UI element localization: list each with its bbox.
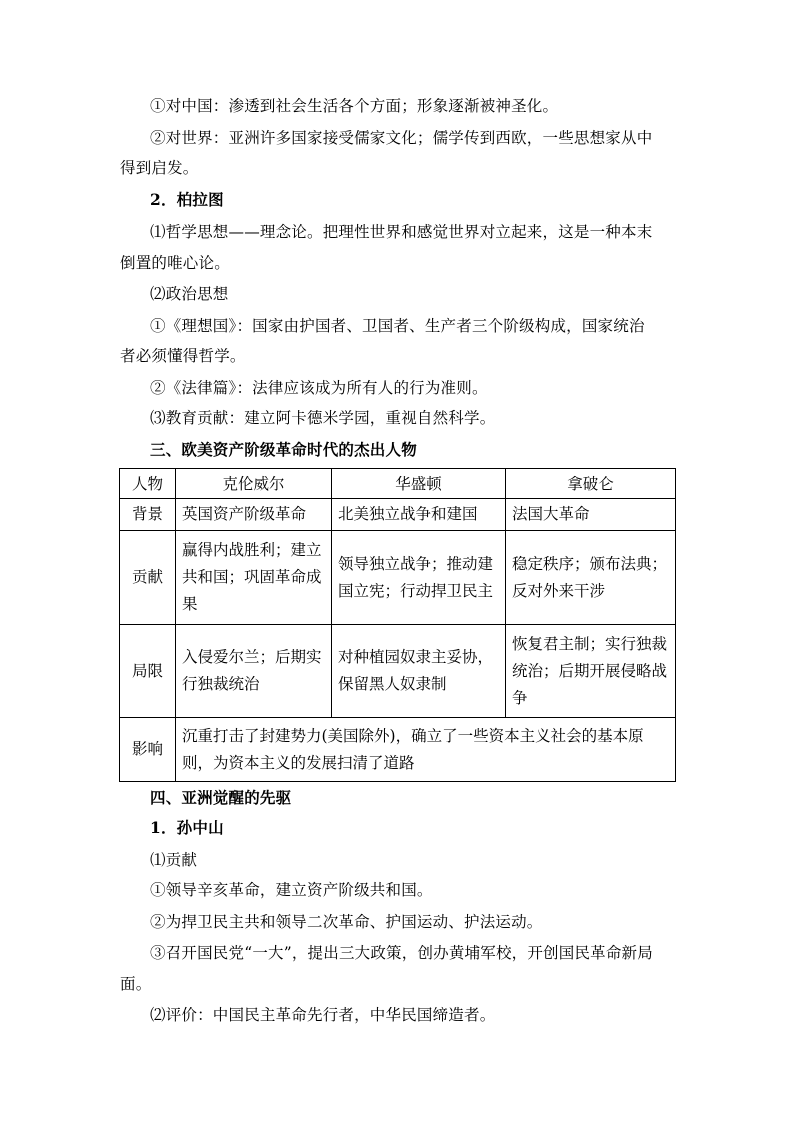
table-cell: 入侵爱尔兰；后期实行独裁统治 bbox=[176, 625, 332, 718]
row-label-influence: 影响 bbox=[120, 718, 176, 782]
paragraph-kmt-congress: ③召开国民党“一大”，提出三大政策，创办黄埔军校，开创国民革命新局 bbox=[150, 944, 653, 962]
table-row-influence bbox=[120, 718, 676, 782]
table-cell: 对种植园奴隶主妥协，保留黑人奴隶制 bbox=[332, 625, 506, 718]
paragraph-laws: ②《法律篇》：法律应该成为所有人的行为准则。 bbox=[150, 379, 488, 397]
table-row-limitation bbox=[120, 625, 676, 718]
table-cell: 赢得内战胜利；建立共和国；巩固革命成果 bbox=[176, 531, 332, 625]
row-label-limitation: 局限 bbox=[120, 625, 176, 718]
table-cell: 稳定秩序；颁布法典；反对外来干涉 bbox=[506, 531, 676, 625]
paragraph-evaluation: ⑵评价：中国民主革命先行者，中华民国缔造者。 bbox=[150, 1006, 496, 1024]
table-cell: 英国资产阶级革命 bbox=[176, 499, 332, 531]
section-heading-asia-pioneers: 四、亚洲觉醒的先驱 bbox=[150, 788, 292, 807]
figures-table bbox=[119, 468, 676, 782]
subheading-plato-politics: ⑵政治思想 bbox=[150, 285, 229, 303]
paragraph-xinhai: ①领导辛亥革命，建立资产阶级共和国。 bbox=[150, 881, 433, 899]
table-row-contribution bbox=[120, 531, 676, 625]
header-cell-cromwell: 克伦威尔 bbox=[176, 469, 332, 499]
paragraph-plato-philosophy: ⑴哲学思想——理念论。把理性世界和感觉世界对立起来，这是一种本末 bbox=[150, 223, 653, 241]
header-cell-person: 人物 bbox=[120, 469, 176, 499]
paragraph-plato-philosophy-cont: 倒置的唯心论。 bbox=[120, 254, 230, 272]
table-cell-merged: 沉重打击了封建势力(美国除外)，确立了一些资本主义社会的基本原则，为资本主义的发展扫清了道路 bbox=[176, 718, 676, 782]
paragraph-kmt-congress-cont: 面。 bbox=[120, 975, 152, 993]
subheading-contribution: ⑴贡献 bbox=[150, 851, 198, 869]
paragraph-defend-republic: ②为捍卫民主共和领导二次革命、护国运动、护法运动。 bbox=[150, 913, 543, 931]
paragraph-republic: ①《理想国》：国家由护国者、卫国者、生产者三个阶级构成，国家统治 bbox=[150, 317, 645, 335]
table-cell: 法国大革命 bbox=[506, 499, 676, 531]
table-header-row bbox=[120, 469, 676, 499]
table-cell: 北美独立战争和建国 bbox=[332, 499, 506, 531]
section-heading-revolution-figures: 三、欧美资产阶级革命时代的杰出人物 bbox=[150, 440, 417, 459]
paragraph-confucius-world: ②对世界：亚洲许多国家接受儒家文化；儒学传到西欧，一些思想家从中 bbox=[150, 129, 653, 147]
row-label-contribution: 贡献 bbox=[120, 531, 176, 625]
paragraph-education: ⑶教育贡献：建立阿卡德米学园，重视自然科学。 bbox=[150, 409, 496, 427]
paragraph-republic-cont: 者必须懂得哲学。 bbox=[120, 347, 246, 365]
row-label-background: 背景 bbox=[120, 499, 176, 531]
table-row-background bbox=[120, 499, 676, 531]
table-cell: 恢复君主制；实行独裁统治；后期开展侵略战争 bbox=[506, 625, 676, 718]
paragraph-confucius-world-cont: 得到启发。 bbox=[120, 159, 199, 177]
table-cell: 领导独立战争；推动建国立宪；行动捍卫民主 bbox=[332, 531, 506, 625]
header-cell-washington: 华盛顿 bbox=[332, 469, 506, 499]
section-heading-sun-yat-sen: 1．孙中山 bbox=[150, 818, 224, 837]
section-heading-plato: 2．柏拉图 bbox=[150, 190, 224, 209]
header-cell-napoleon: 拿破仑 bbox=[506, 469, 676, 499]
paragraph-confucius-china: ①对中国：渗透到社会生活各个方面；形象逐渐被神圣化。 bbox=[150, 97, 559, 115]
